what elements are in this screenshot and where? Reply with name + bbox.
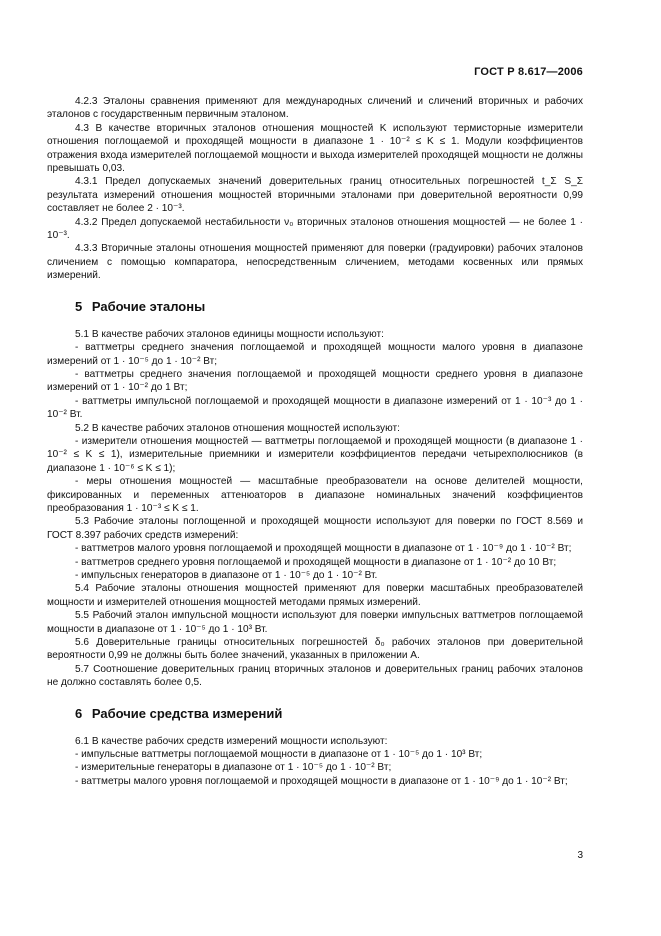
paragraph-5-6: 5.6 Доверительные границы относительных погрешностей δ₀ рабочих эталонов при доверительной вероятности 0,99 не должны быть более значений, указанных в приложении А.	[47, 637, 583, 662]
section-6-number: 6	[75, 705, 83, 721]
section-5-heading	[47, 299, 583, 314]
paragraph-4-3-2: 4.3.2 Предел допускаемой нестабильности ν₀ вторичных эталонов отношения мощностей — не более 1 · 10⁻³.	[47, 216, 583, 242]
list-item: - ваттметры малого уровня поглощаемой и проходящей мощности в диапазоне от 1 · 10⁻⁹ до 1 · 10⁻² Вт;	[75, 775, 568, 787]
paragraph-4-3-3: 4.3.3 Вторичные эталоны отношения мощностей применяют для поверки (градуировки) рабочих эталонов сличением с помощью компаратора, непосредственным сличением, методами косвенных или прямых измерений.	[47, 243, 583, 282]
paragraph-5-4: 5.4 Рабочие эталоны отношения мощностей применяют для поверки масштабных преобразователей мощности и измерителей отношения мощностей методами прямых измерений.	[47, 583, 583, 608]
paragraph-4-3: 4.3 В качестве вторичных эталонов отношения мощностей K используют термисторные измерители отношения поглощаемой и проходящей мощности в диапазоне 1 · 10⁻² ≤ K ≤ 1. Модули коэффициентов отражения входа измерителей поглощаемой мощности и выхода измерителей проходящей мощности не должны превышать 0,03.	[47, 122, 583, 175]
section-5-title: Рабочие эталоны	[91, 298, 206, 314]
list-item: - импульсные ваттметры поглощаемой мощности в диапазоне от 1 · 10⁻⁵ до 1 · 10³ Вт;	[75, 749, 483, 761]
section-6-title: Рабочие средства измерений	[91, 705, 283, 721]
section-6-heading	[47, 706, 583, 721]
paragraph-5-1: 5.1 В качестве рабочих эталонов единицы мощности используют:	[75, 328, 384, 340]
paragraph-6-1: 6.1 В качестве рабочих средств измерений мощности используют:	[75, 735, 388, 747]
list-item: - ваттметры импульсной поглощаемой и проходящей мощности в диапазоне измерений от 1 · 10⁻³ до 1 · 10⁻² Вт.	[47, 395, 583, 421]
paragraph-5-2: 5.2 В качестве рабочих эталонов отношения мощностей используют:	[75, 422, 400, 434]
list-item: - меры отношения мощностей — масштабные преобразователи на основе делителей мощности, фиксированных и переменных аттенюаторов в диапазоне номинальных значений коэффициентов преобразования 1 · 10⁻³ ≤ K ≤ 1.	[47, 476, 583, 514]
list-item: - ваттметров среднего уровня поглощаемой и проходящей мощности в диапазоне от 1 · 10⁻² до 10 Вт;	[75, 556, 557, 568]
list-item: - ваттметры среднего значения поглощаемой и проходящей мощности среднего уровня в диапазоне измерений от 1 · 10⁻² до 1 Вт;	[47, 368, 583, 394]
list-item: - ваттметры среднего значения поглощаемой и проходящей мощности малого уровня в диапазоне измерений от 1 · 10⁻⁵ до 1 · 10⁻² Вт;	[47, 342, 583, 367]
page-content	[47, 95, 583, 788]
list-item: - измерители отношения мощностей — ваттметры поглощаемой и проходящей мощности (в диапазоне 1 · 10⁻² ≤ K ≤ 1), измерительные приемники и измерители коэффициентов передачи четырехполюсников (в диапазоне 1 · 10⁻⁶ ≤ K ≤ 1);	[47, 435, 583, 474]
list-item: - ваттметров малого уровня поглощаемой и проходящей мощности в диапазоне от 1 · 10⁻⁹ до 1 · 10⁻² Вт;	[75, 543, 572, 555]
paragraph-4-2-3: 4.2.3 Эталоны сравнения применяют для международных сличений и сличений вторичных и рабочих эталонов с государственным первичным эталоном.	[47, 96, 583, 121]
paragraph-5-5: 5.5 Рабочий эталон импульсной мощности используют для поверки импульсных ваттметров поглощаемой мощности в диапазоне от 1 · 10⁻⁵ до 1 · 10³ Вт.	[47, 610, 583, 635]
paragraph-5-3: 5.3 Рабочие эталоны поглощенной и проходящей мощности используют для поверки по ГОСТ 8.569 и ГОСТ 8.397 рабочих средств измерений:	[47, 516, 583, 541]
paragraph-5-7: 5.7 Соотношение доверительных границ вторичных эталонов и доверительных границ рабочих эталонов не должно составлять более 0,5.	[47, 663, 583, 689]
page-number: 3	[577, 850, 583, 861]
document-code: ГОСТ Р 8.617—2006	[474, 66, 583, 78]
paragraph-4-3-1: 4.3.1 Предел допускаемых значений доверительных границ относительных погрешностей t_Σ S_Σ результата измерений отношения мощностей вторичными эталонами при доверительной вероятности 0,99 составляет не более 2 · 10⁻³.	[47, 176, 583, 215]
list-item: - импульсных генераторов в диапазоне от 1 · 10⁻⁵ до 1 · 10⁻² Вт.	[75, 570, 378, 581]
section-5-number: 5	[75, 298, 83, 314]
list-item: - измерительные генераторы в диапазоне от 1 · 10⁻⁵ до 1 · 10⁻² Вт;	[75, 762, 392, 774]
